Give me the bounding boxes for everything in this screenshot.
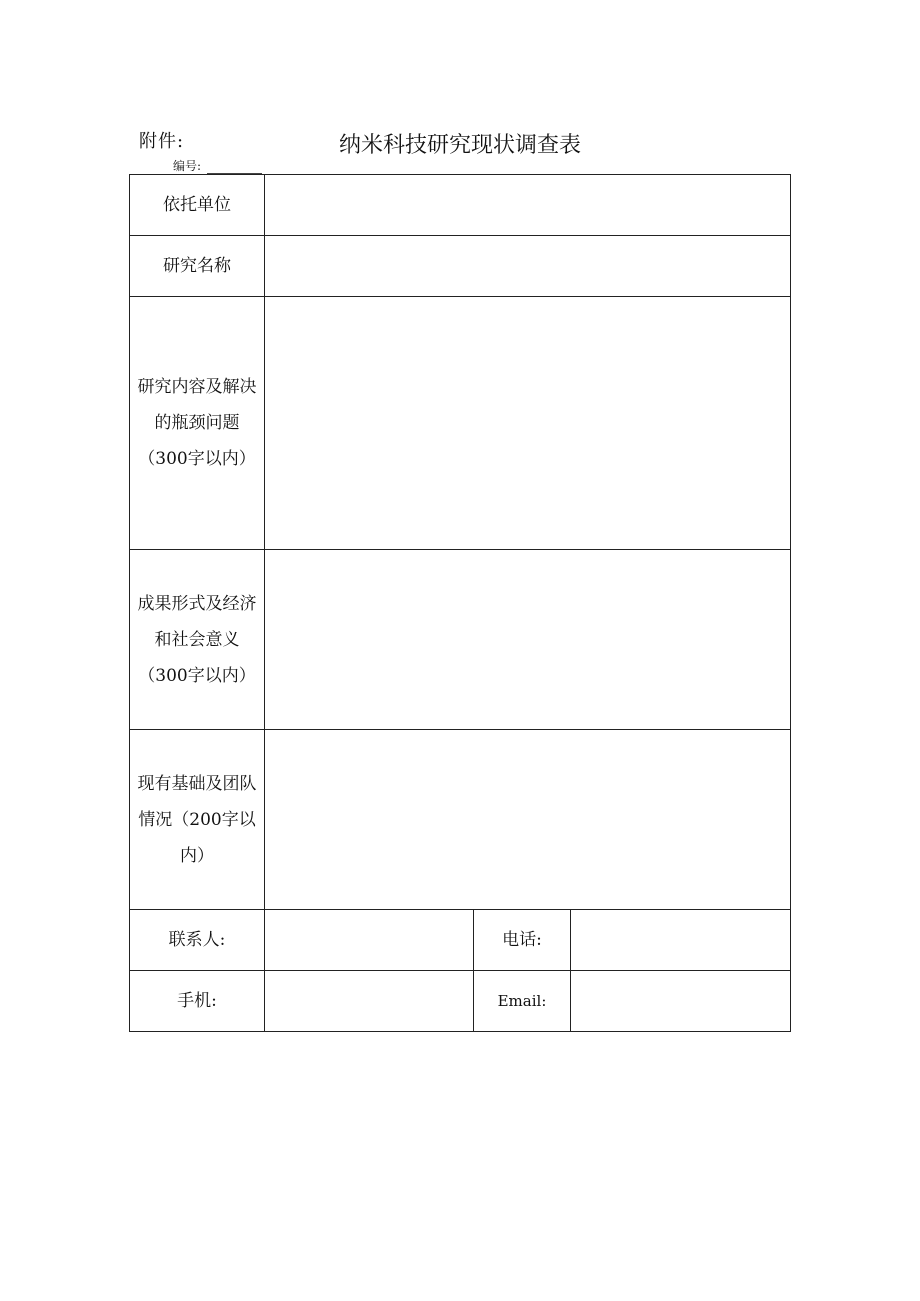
results-label: 成果形式及经济和社会意义（300字以内）: [130, 550, 265, 730]
row-foundation: [130, 730, 791, 910]
foundation-field[interactable]: [265, 730, 791, 910]
research-content-label: 研究内容及解决的瓶颈问题（300字以内）: [130, 297, 265, 550]
contact-label: 联系人:: [130, 910, 265, 971]
survey-form-table: [129, 174, 791, 1032]
serial-blank[interactable]: [207, 163, 262, 174]
row-results: [130, 550, 791, 730]
row-research-content: [130, 297, 791, 550]
research-name-field[interactable]: [265, 236, 791, 297]
row-research-name: [130, 236, 791, 297]
email-label: Email:: [474, 971, 571, 1032]
contact-field[interactable]: [265, 910, 474, 971]
phone-label: 电话:: [474, 910, 571, 971]
email-field[interactable]: [571, 971, 791, 1032]
page-title: 纳米科技研究现状调查表: [338, 133, 581, 158]
results-field[interactable]: [265, 550, 791, 730]
serial-number: [173, 157, 262, 174]
host-unit-label: 依托单位: [130, 175, 265, 236]
research-name-label: 研究名称: [130, 236, 265, 297]
research-content-field[interactable]: [265, 297, 791, 550]
row-mobile: [130, 971, 791, 1032]
mobile-label: 手机:: [130, 971, 265, 1032]
mobile-field[interactable]: [265, 971, 474, 1032]
row-host-unit: [130, 175, 791, 236]
phone-field[interactable]: [571, 910, 791, 971]
foundation-label: 现有基础及团队情况（200字以内）: [130, 730, 265, 910]
row-contact: [130, 910, 791, 971]
host-unit-field[interactable]: [265, 175, 791, 236]
serial-label: 编号:: [173, 159, 202, 173]
attachment-label: 附件:: [139, 131, 185, 152]
